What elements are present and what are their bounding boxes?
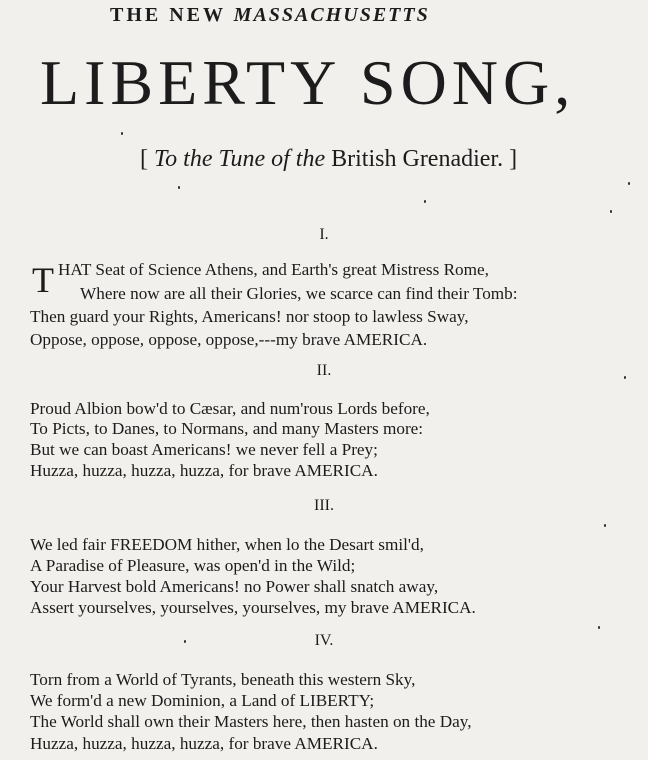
ink-speck bbox=[598, 626, 600, 629]
verse-line: We led fair FREEDOM hither, when lo the Desart smil'd, bbox=[30, 535, 424, 554]
tune-italic: To the Tune of the bbox=[154, 146, 326, 172]
stanza-number: IV. bbox=[314, 632, 334, 649]
verse-line: The World shall own their Masters here, then hasten on the Day, bbox=[30, 712, 472, 731]
superheading-prefix: THE NEW bbox=[110, 4, 226, 26]
stanza-number: I. bbox=[319, 226, 329, 243]
ink-speck bbox=[424, 200, 426, 203]
verse-line: Oppose, oppose, oppose, oppose,---my brave AMERICA. bbox=[30, 330, 428, 349]
page-title: LIBERTY SONG, bbox=[40, 47, 576, 118]
verse-line: Then guard your Rights, Americans! nor stoop to lawless Sway, bbox=[30, 307, 469, 326]
tune-bracket-close: ] bbox=[509, 146, 518, 172]
ink-speck bbox=[624, 376, 626, 379]
superheading-emphasis: MASSACHUSETTS bbox=[233, 4, 430, 26]
verse-line: To Picts, to Danes, to Normans, and many Masters more: bbox=[30, 419, 424, 438]
verse-line: Assert yourselves, yourselves, yourselves, my brave AMERICA. bbox=[30, 598, 476, 617]
verse-line: Torn from a World of Tyrants, beneath this western Sky, bbox=[30, 670, 416, 689]
verse-line: Proud Albion bow'd to Cæsar, and num'rous Lords before, bbox=[30, 399, 430, 418]
verse-line: HAT Seat of Science Athens, and Earth's great Mistress Rome, bbox=[58, 260, 489, 279]
ink-speck bbox=[184, 640, 186, 643]
ink-speck bbox=[178, 186, 180, 189]
verse-line: Huzza, huzza, huzza, huzza, for brave AMERICA. bbox=[30, 461, 378, 480]
verse-line: Huzza, huzza, huzza, huzza, for brave AMERICA. bbox=[30, 734, 378, 753]
drop-cap: T bbox=[32, 260, 54, 300]
tune-bracket-open: [ bbox=[140, 146, 148, 172]
tune-line bbox=[140, 146, 517, 173]
stanza-number: II. bbox=[316, 362, 332, 379]
tune-roman: British Grenadier. bbox=[331, 146, 504, 172]
ink-speck bbox=[121, 132, 123, 135]
ink-speck bbox=[628, 182, 630, 185]
stanza-number: III. bbox=[314, 497, 334, 514]
superheading bbox=[110, 4, 430, 27]
ink-speck bbox=[610, 210, 612, 213]
ink-speck bbox=[604, 524, 606, 527]
verse-line: A Paradise of Pleasure, was open'd in the Wild; bbox=[30, 556, 356, 575]
verse-line: Your Harvest bold Americans! no Power shall snatch away, bbox=[30, 577, 439, 596]
verse-line: We form'd a new Dominion, a Land of LIBERTY; bbox=[30, 691, 375, 710]
verse-line: But we can boast Americans! we never fell a Prey; bbox=[30, 440, 378, 459]
verse-line: Where now are all their Glories, we scarce can find their Tomb: bbox=[80, 284, 518, 303]
